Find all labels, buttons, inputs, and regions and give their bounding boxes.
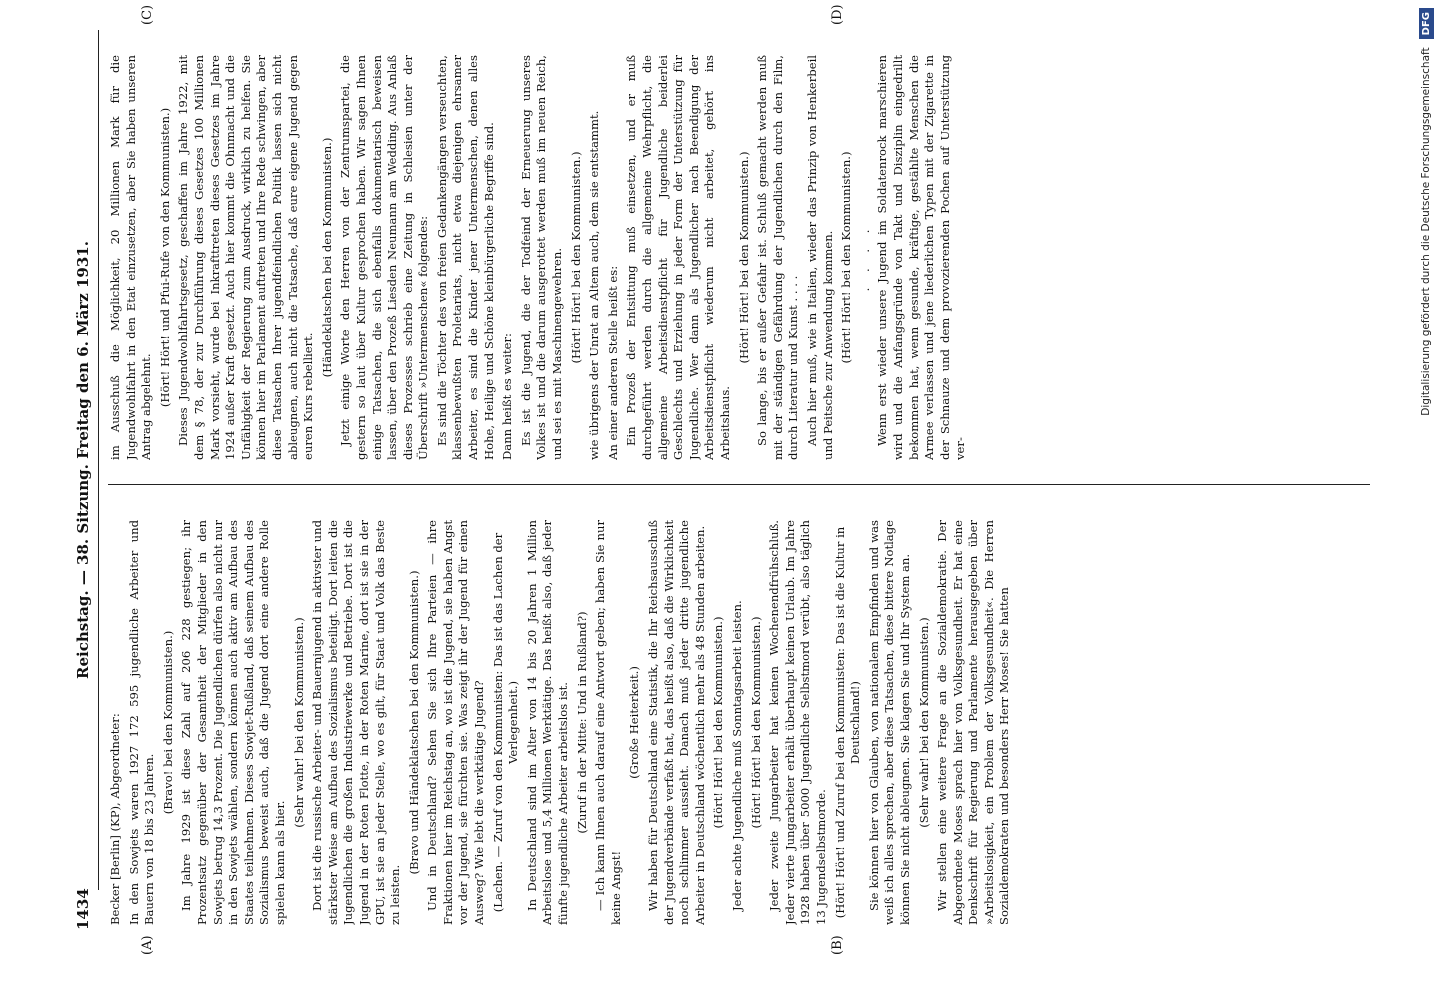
interjection: (Sehr wahr! bei den Kommunisten.)	[291, 617, 306, 828]
interjection: (Hört! Hört! bei den Kommunisten.)	[839, 151, 854, 364]
rotated-page	[60, 0, 1410, 1000]
paragraph: In Deutschland sind im Alter von 14 bis 20 Jahren 1 Million Arbeitslose und 5,4 Millionen Werktätige. Das heißt also, daß jeder fünfte jugendliche Arbeiter arbeitslos ist.	[524, 520, 571, 925]
paragraph: Jetzt einige Worte den Herren von der Zentrumspartei, die gestern so laut über Kultur gesprochen haben. Wir sagen Ihnen einige Tatsachen, die sich ebenfalls dokumentarisch beweisen lassen, über den Prozeß Liesden Neumann am Wedding. Aus Anlaß dieses Prozesses schrieb eine Zeitung in Schlesien unter der Überschrift »Untermenschen« folgendes:	[338, 55, 431, 460]
interjection: (Große Heiterkeit.)	[627, 666, 642, 779]
margin-mark-d: (D)	[830, 4, 845, 25]
credit-text: Digitalisierung gefördert durch die Deutsche Forschungsgemeinschaft	[1420, 47, 1432, 416]
interjection: (Hört! Hört! bei den Kommunisten.)	[711, 616, 726, 829]
margin-mark-c: (C)	[140, 4, 155, 25]
ellipsis: . . . .	[857, 223, 872, 292]
margin-mark-a: (A)	[140, 935, 155, 955]
paragraph: Und in Deutschland? Sehen Sie sich Ihre Parteien — ihre Fraktionen hier im Reichstag an, wo ist die Jugend, sie haben Angst vor der Jugend, sie fürchten sie. Was zeigt ihr der Jugend für einen Ausweg? Wie lebt die werktätige Jugend?	[425, 520, 487, 925]
paragraph: Im Jahre 1929 ist diese Zahl auf 206 228 gestiegen; ihr Prozentsatz gegenüber der Gesamtheit der Mitglieder in den Sowjets betrug 14,3 Prozent. Die Jugendlichen dürfen also nicht nur in den Sowjets wählen, sondern können auch aktiv am Aufbau des Staates teilnehmen. Dieses Sowjet-Rußland, daß seinem Aufbau des Sozialismus beweist auch, daß die Jugend dort eine andere Rolle spielen kann als hier.	[179, 520, 287, 925]
left-column	[108, 520, 1370, 925]
interjection: (Händeklatschen bei den Kommunisten.)	[319, 137, 334, 378]
column-divider	[108, 484, 1370, 485]
interjection: (Hört! Hört! bei den Kommunisten.)	[736, 151, 751, 364]
paragraph: Wir stellen eine weitere Frage an die Sozialdemokratie. Der Abgeordnete Moses sprach hier von Volksgesundheit. Er hat eine Denkschrift für Regierung und Parlamente herausgegeben über »Arbeitslosigkeit, ein Problem der Volksgesundheit«. Die Herren Sozialdemokraten und besonders Herr Moses! Sie hatten	[935, 520, 1012, 925]
quote: So lange, bis er außer Gefahr ist. Schluß gemacht werden muß mit der ständigen Gefährdung der Jugendlichen durch den Film, durch Literatur und Kunst . . . .	[755, 55, 801, 460]
page-title: Reichstag. — 38. Sitzung. Freitag den 6. März 1931.	[74, 241, 92, 679]
paragraph: Dieses Jugendwohlfahrtsgesetz, geschaffen im Jahre 1922, mit dem § 78, der zur Durchführung dieses Gesetzes 100 Millionen Mark vorsieht, wurde bei Inkrafttreten dieses Gesetzes im Jahre 1924 außer Kraft gesetzt. Auch hier kommt die Ohnmacht und die Unfähigkeit der Regierung zum Ausdruck, wirklich zu helfen. Sie können hier im Parlament auftreten und Ihre Rede schwingen, aber diese Tatsachen Ihrer jugendfeindlichen Politik lassen sich nicht ableugnen, auch nicht die Tatsache, daß eure eigene Jugend gegen euren Kurs rebelliert.	[176, 55, 316, 460]
paragraph: In den Sowjets waren 1927 172 595 jugendliche Arbeiter und Bauern von 18 bis 23 Jahren.	[126, 520, 157, 925]
quote: wie übrigens der Unrat an Altem auch, dem sie entstammt.	[587, 110, 602, 460]
paragraph: Dann heißt es weiter:	[500, 333, 515, 460]
paragraph: Jeder zweite Jungarbeiter hat keinen Wochenendfrühschluß. Jeder vierte Jungarbeiter erhält überhaupt keinen Urlaub. Im Jahre 1928 haben über 5000 Jugendliche Selbstmord verübt, also täglich 13 Jugendselbstmorde.	[767, 520, 828, 925]
interjection: (Hört! Hört! bei den Kommunisten.)	[568, 151, 583, 364]
paragraph: Jeder achte Jugendliche muß Sonntagsarbeit leisten.	[729, 600, 744, 911]
quote: Auch hier muß, wie in Italien, wieder das Prinzip von Henkerbeil und Peitsche zur Anwendung kommen.	[804, 55, 835, 460]
paragraph: Wir haben für Deutschland eine Statistik, die Ihr Reichsausschuß der Jugendverbände verfaßt hat, das heißt also, daß die Wirklichkeit noch schlimmer aussieht. Danach muß jeder dritte jugendliche Arbeiter in Deutschland wöchentlich mehr als 48 Stunden arbeiten.	[646, 520, 707, 925]
interjection: (Bravo und Händeklatschen bei den Kommunisten.)	[406, 570, 421, 875]
interjection: (Sehr wahr! bei den Kommunisten.)	[916, 617, 931, 828]
interjection: (Bravo! bei den Kommunisten.)	[160, 630, 175, 815]
interjection: (Hört! Hört! bei den Kommunisten.)	[748, 616, 763, 829]
interjection: (Hört! Hört! und Zuruf bei den Kommunisten: Das ist die Kultur in Deutschland!)	[832, 526, 863, 919]
paragraph: Sie können hier von Glauben, von nationalem Empfinden und was weiß ich alles sprechen, aber diese Tatsachen, diese bittere Notlage können Sie nicht ableugnen. Sie klagen Sie und Ihr System an.	[866, 520, 912, 925]
paragraph: Dort ist die russische Arbeiter- und Bauernjugend in aktivster und stärkster Weise am Aufbau des Sozialismus beteiligt. Dort leiten die Jugendlichen die großen Industriewerke und Betriebe. Dort ist die Jugend in der Roten Flotte, in der Roten Marine, dort ist sie in der GPU, ist sie an jeder Stelle, wo es gilt, für Staat und Volk das Beste zu leisten.	[310, 520, 403, 925]
paragraph: im Ausschuß die Möglichkeit, 20 Millionen Mark für die Jugendwohlfahrt in den Etat einzusetzen, aber Sie haben unseren Antrag abgelehnt.	[108, 55, 154, 460]
page-header	[72, 30, 99, 930]
paragraph: An einer anderen Stelle heißt es:	[605, 265, 620, 460]
quote: Es sind die Töchter des von freien Gedankengängen verseuchten, klassenbewußten Proletariats, nicht etwa diejenigen ehrsamer Arbeiter, es sind die Kinder jener Untermenschen, denen alles Hohe, Heilige und Schöne kleinbürgerliche Begriffe sind.	[434, 55, 496, 460]
quote: Es ist die Jugend, die der Todfeind der Erneuerung unseres Volkes ist und die darum ausgerottet werden muß im neuen Reich, und sei es mit Maschinengewehren.	[518, 55, 565, 460]
right-column	[108, 55, 1370, 460]
interjection: (Hört! Hört! und Pfui-Rufe von den Kommunisten.)	[157, 107, 172, 408]
paragraph: — Ich kann Ihnen auch darauf eine Antwort geben; haben Sie nur keine Angst!	[593, 520, 623, 925]
quote: Ein Prozeß der Entsittung muß einsetzen, und er muß durchgeführt werden durch die allgemeine Wehrpflicht, die allgemeine Arbeitsdienstpflicht für Jugendliche beiderlei Geschlechts und Erziehung in jeder Form der Unterstützung für Jugendliche. Wer dann als Jugendlicher nach Beendigung der Arbeitsdienstpflicht wiederum nicht arbeitet, gehört ins Arbeitshaus.	[624, 55, 732, 460]
sidebar-credit	[1415, 8, 1434, 992]
interjection: (Zuruf in der Mitte: Und in Rußland?)	[574, 611, 589, 834]
interjection: (Lachen. — Zuruf von den Kommunisten: Das ist das Lachen der Verlegenheit.)	[490, 532, 521, 913]
dfg-logo: DFG	[1419, 8, 1434, 39]
page-number: 1434	[74, 888, 92, 930]
quote: Wenn erst wieder unsere Jugend im Soldatenrock marschieren wird und die Anfangsgründe von Takt und Disziplin eingedrillt bekommen hat, wenn gesunde, kräftige, gestählte Menschen die Armee verlassen und jene liederlichen Typen mit der Zigarette in der Schnauze und dem provozierenden Pochen auf Unterstützung ver-	[875, 55, 968, 460]
paragraph: Becker [Berlin] (KP), Abgeordneter:	[108, 713, 122, 925]
margin-mark-b: (B)	[830, 935, 845, 955]
